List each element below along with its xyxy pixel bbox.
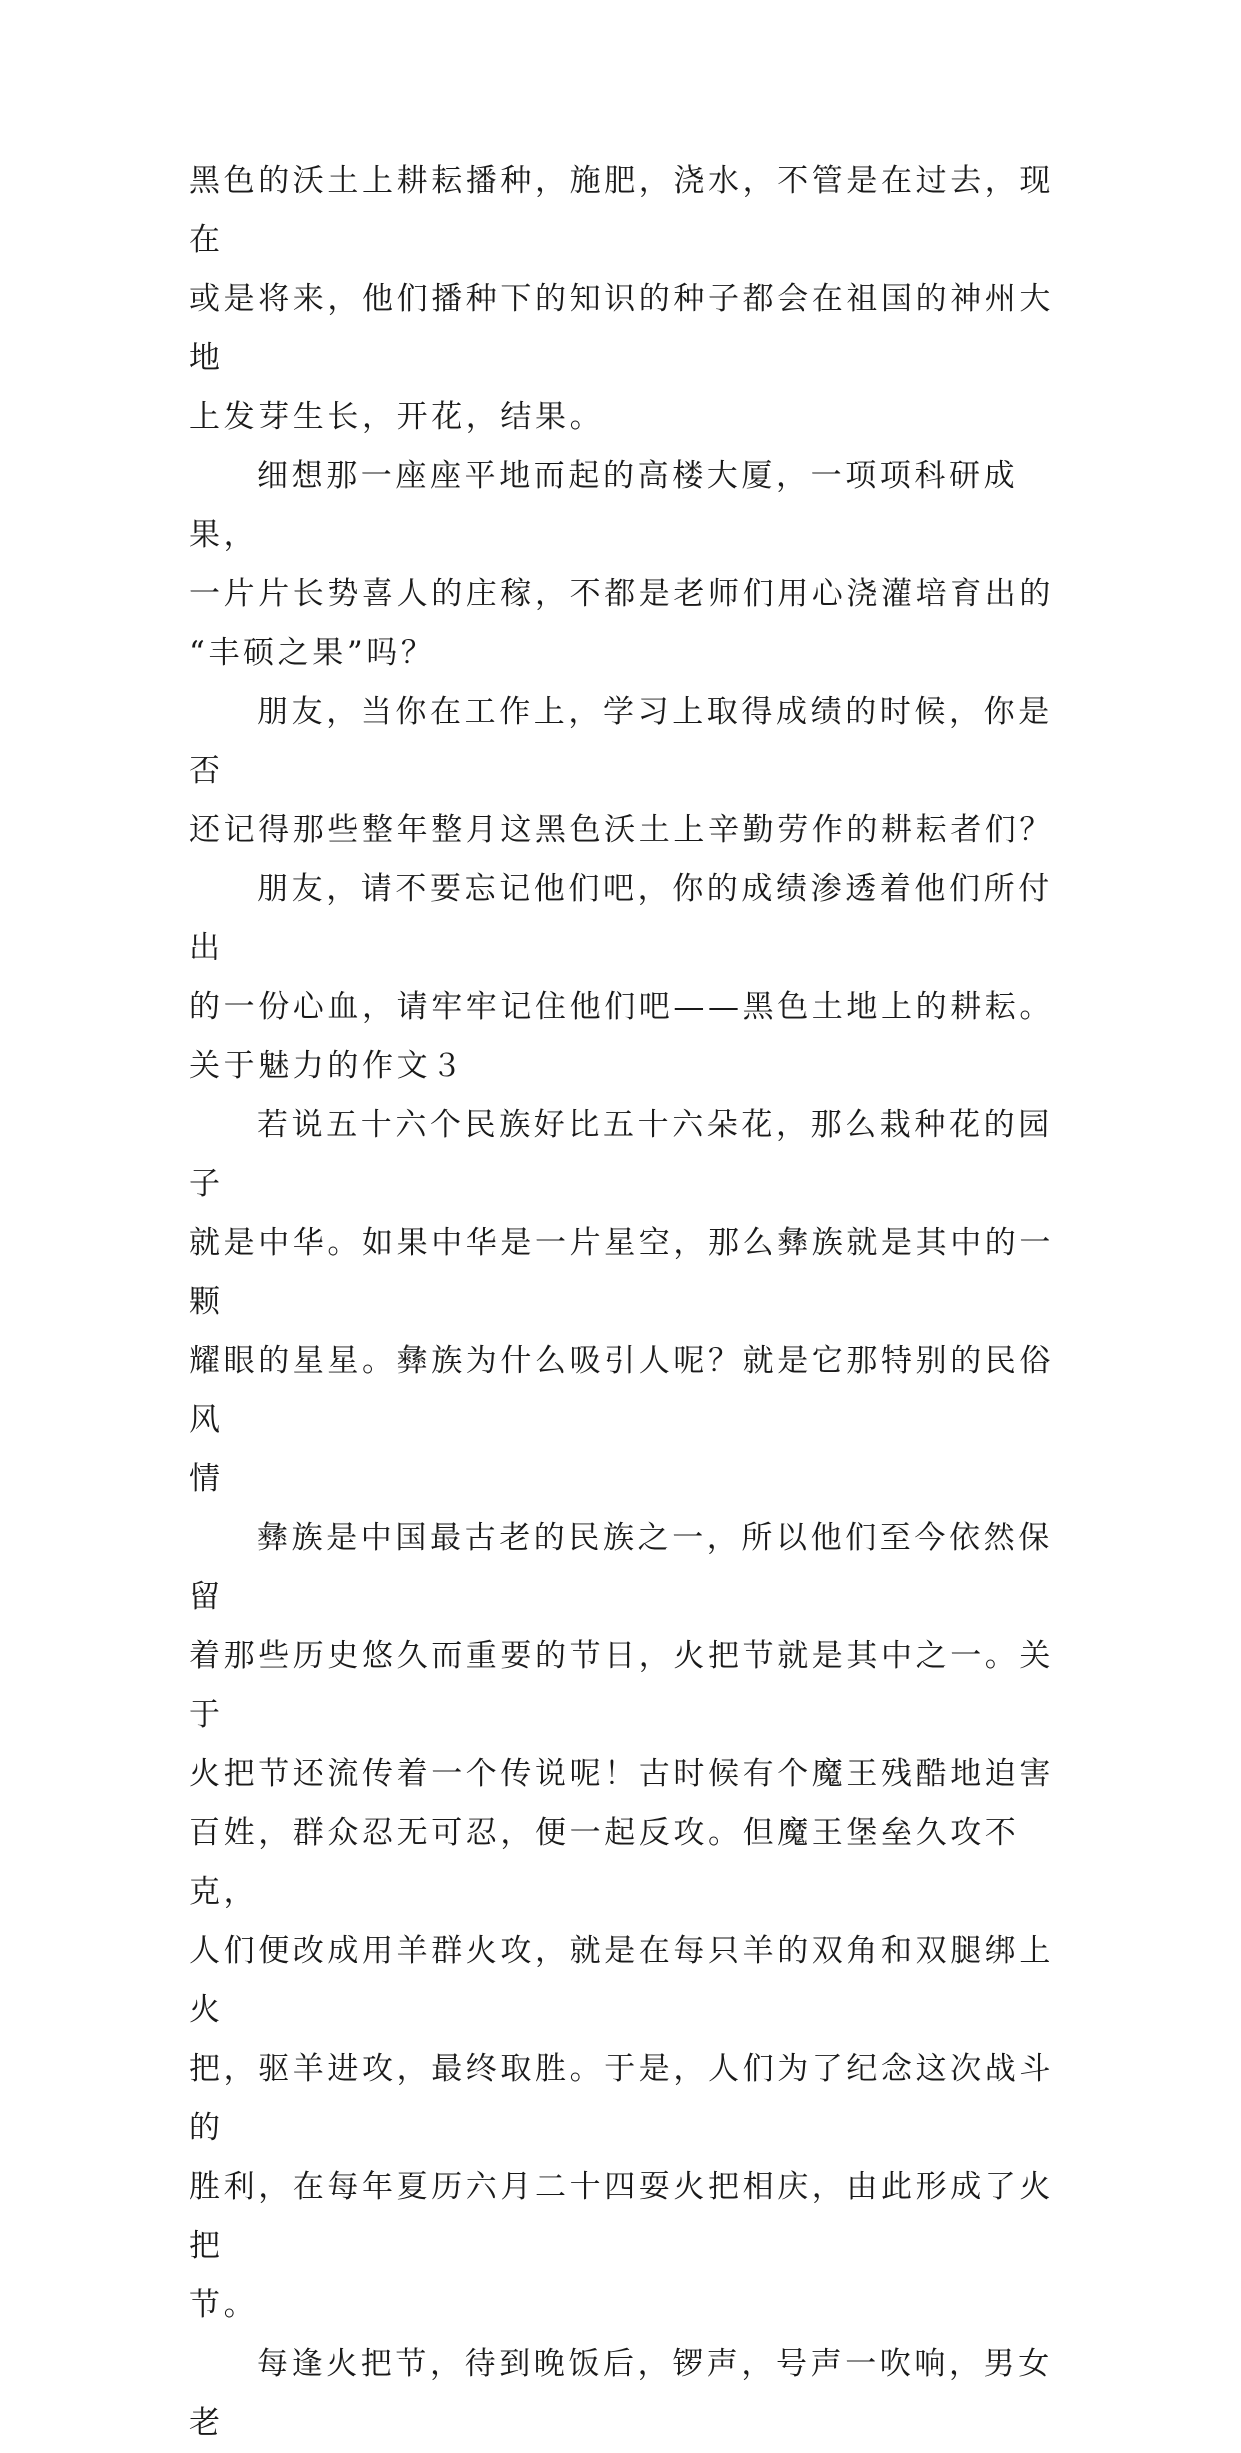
paragraph-7: 每逢火把节，待到晚饭后，锣声，号声一吹响，男女老 — [189, 2346, 1053, 2441]
paragraph-2: 细想那一座座平地而起的高楼大厦，一项项科研成果， 一片片长势喜人的庄稼，不都是老师们用心浇灌培育出的 “丰硕之果”吗？ — [189, 458, 1054, 671]
paragraph-3: 朋友，当你在工作上，学习上取得成绩的时候，你是否 还记得那些整年整月这黑色沃土上辛勤劳作的耕耘者们？ — [189, 694, 1054, 848]
section-heading: 关于魅力的作文３ — [189, 1048, 466, 1084]
paragraph-5: 若说五十六个民族好比五十六朵花，那么栽种花的园子 就是中华。如果中华是一片星空，那么彝族就是其中的一颗 耀眼的星星。彝族为什么吸引人呢？就是它那特别的民俗风 情 — [189, 1107, 1054, 1497]
paragraph-4: 朋友，请不要忘记他们吧，你的成绩渗透着他们所付出 的一份心血，请牢牢记住他们吧——黑色土地上的耕耘。 — [189, 871, 1054, 1025]
paragraph-1: 黑色的沃土上耕耘播种，施肥，浇水，不管是在过去，现在 或是将来，他们播种下的知识的种子都会在祖国的神州大地 上发芽生长，开花，结果。 — [189, 163, 1054, 435]
paragraph-6: 彝族是中国最古老的民族之一，所以他们至今依然保留 着那些历史悠久而重要的节日，火把节就是其中之一。关于 火把节还流传着一个传说呢！古时候有个魔王残酷地迫害 百姓，群众忍无可忍，便一起反攻。但魔王堡垒久攻不克， 人们便改成用羊群火攻，就是在每只羊的双角和双腿绑上火 把，驱羊进攻，最终取胜。于是，人们为了纪念这次战斗的 胜利，在每年夏历六月二十四耍火把相庆，由此形成了火把 节。 — [189, 1520, 1054, 2323]
document-body — [189, 152, 1059, 2453]
